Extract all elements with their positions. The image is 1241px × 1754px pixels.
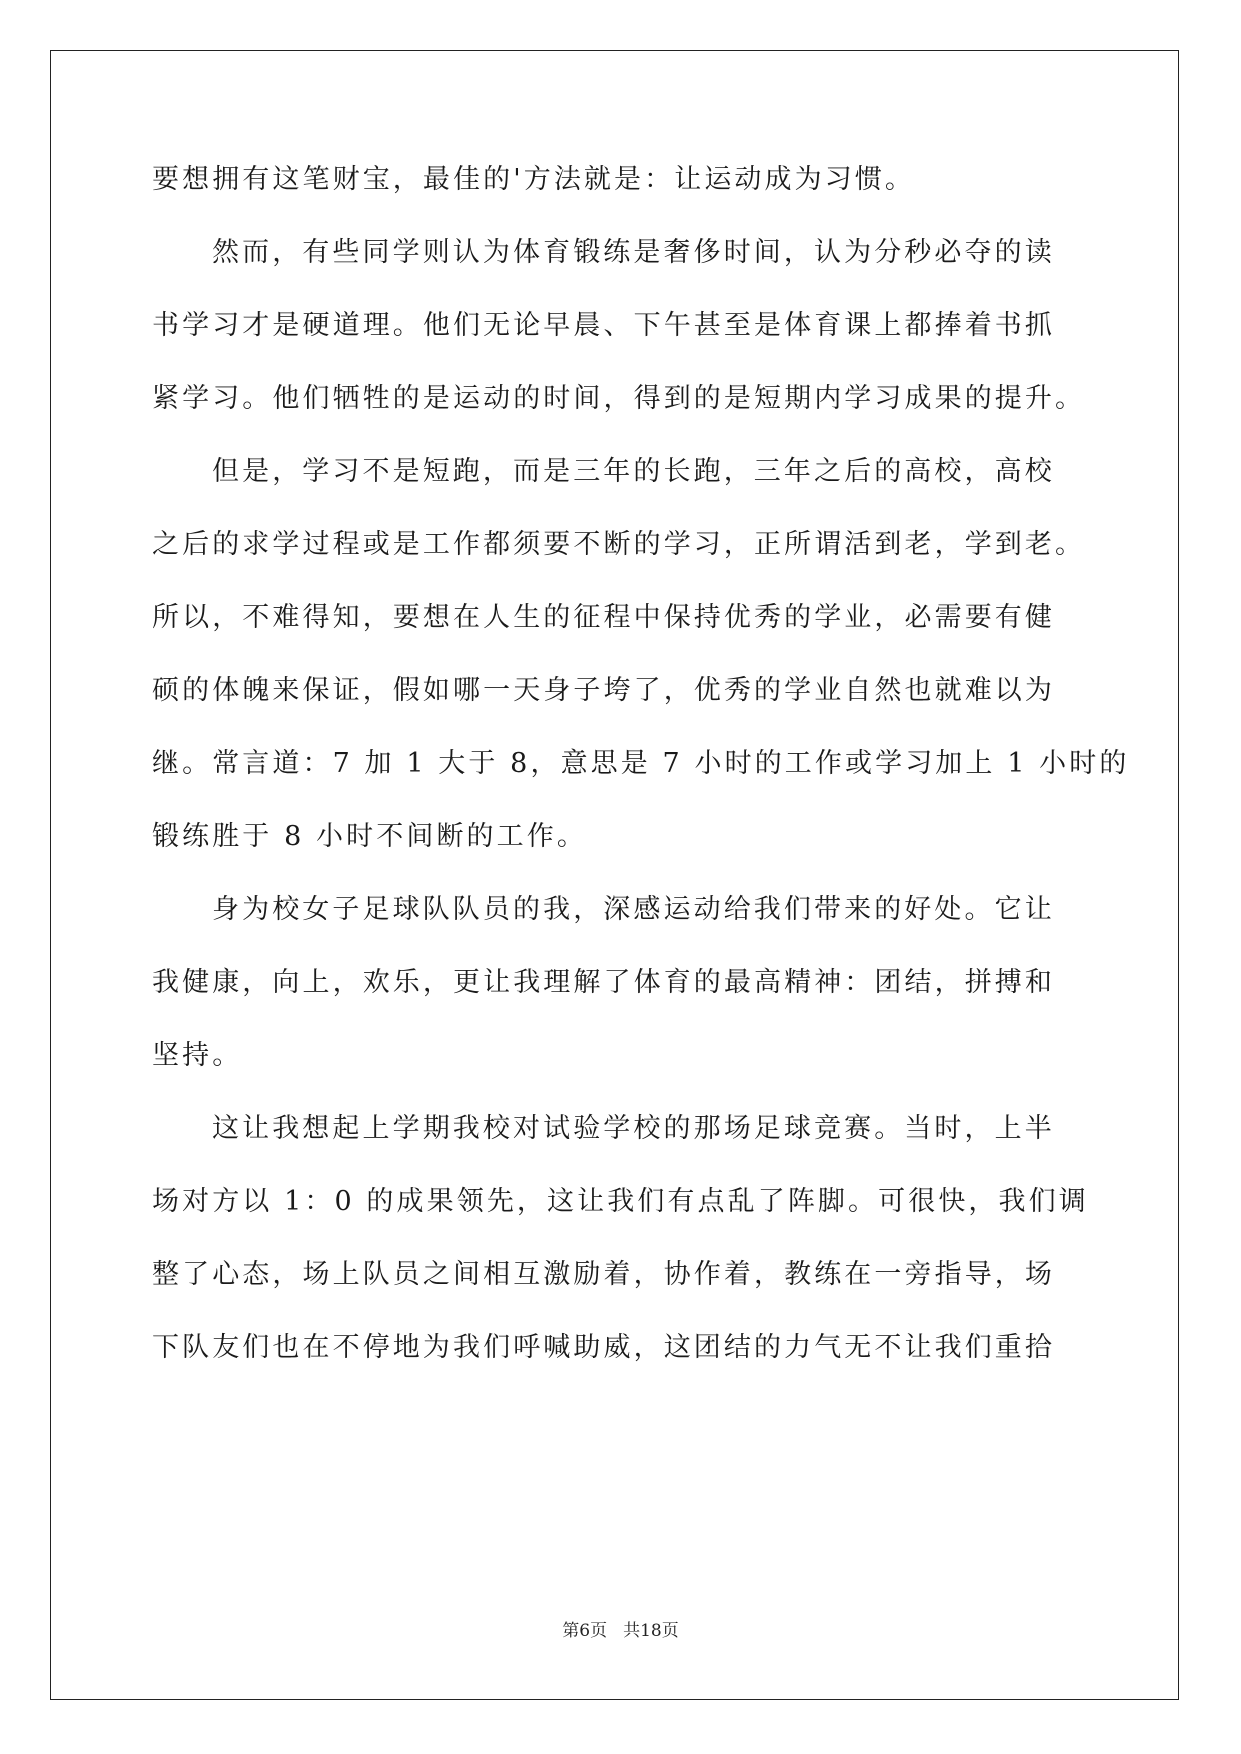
text-line: 整了心态，场上队员之间相互激励着，协作着，教练在一旁指导，场 [152,1259,1055,1290]
text-line: 下队友们也在不停地为我们呼喊助威，这团结的力气无不让我们重拾 [152,1332,1055,1363]
text-line: 之后的求学过程或是工作都须要不断的学习，正所谓活到老，学到老。 [152,529,1086,560]
page-number: 第6页 [562,1621,608,1641]
text-line: 场对方以 1：0 的成果领先，这让我们有点乱了阵脚。可很快，我们调 [152,1186,1089,1217]
text-line: 锻练胜于 8 小时不间断的工作。 [152,821,587,852]
page-total: 共18页 [623,1621,679,1641]
page-border [50,50,1179,1700]
text-line: 紧学习。他们牺牲的是运动的时间，得到的是短期内学习成果的提升。 [152,383,1086,414]
paragraph-first-line: 但是，学习不是短跑，而是三年的长跑，三年之后的高校，高校 [212,456,1055,487]
text-line: 硕的体魄来保证，假如哪一天身子垮了，优秀的学业自然也就难以为 [152,675,1055,706]
paragraph-first-line: 这让我想起上学期我校对试验学校的那场足球竞赛。当时，上半 [212,1113,1055,1144]
text-line: 继。常言道：7 加 1 大于 8，意思是 7 小时的工作或学习加上 1 小时的 [152,748,1130,779]
paragraph-first-line: 身为校女子足球队队员的我，深感运动给我们带来的好处。它让 [212,894,1055,925]
text-line: 我健康，向上，欢乐，更让我理解了体育的最高精神：团结，拼搏和 [152,967,1055,998]
text-line: 所以，不难得知，要想在人生的征程中保持优秀的学业，必需要有健 [152,602,1055,633]
text-line: 书学习才是硬道理。他们无论早晨、下午甚至是体育课上都捧着书抓 [152,310,1055,341]
paragraph-first-line: 然而，有些同学则认为体育锻练是奢侈时间，认为分秒必夺的读 [212,237,1055,268]
text-line: 要想拥有这笔财宝，最佳的'方法就是：让运动成为习惯。 [152,164,916,195]
page-footer [0,1619,1241,1643]
text-line: 坚持。 [152,1040,243,1071]
